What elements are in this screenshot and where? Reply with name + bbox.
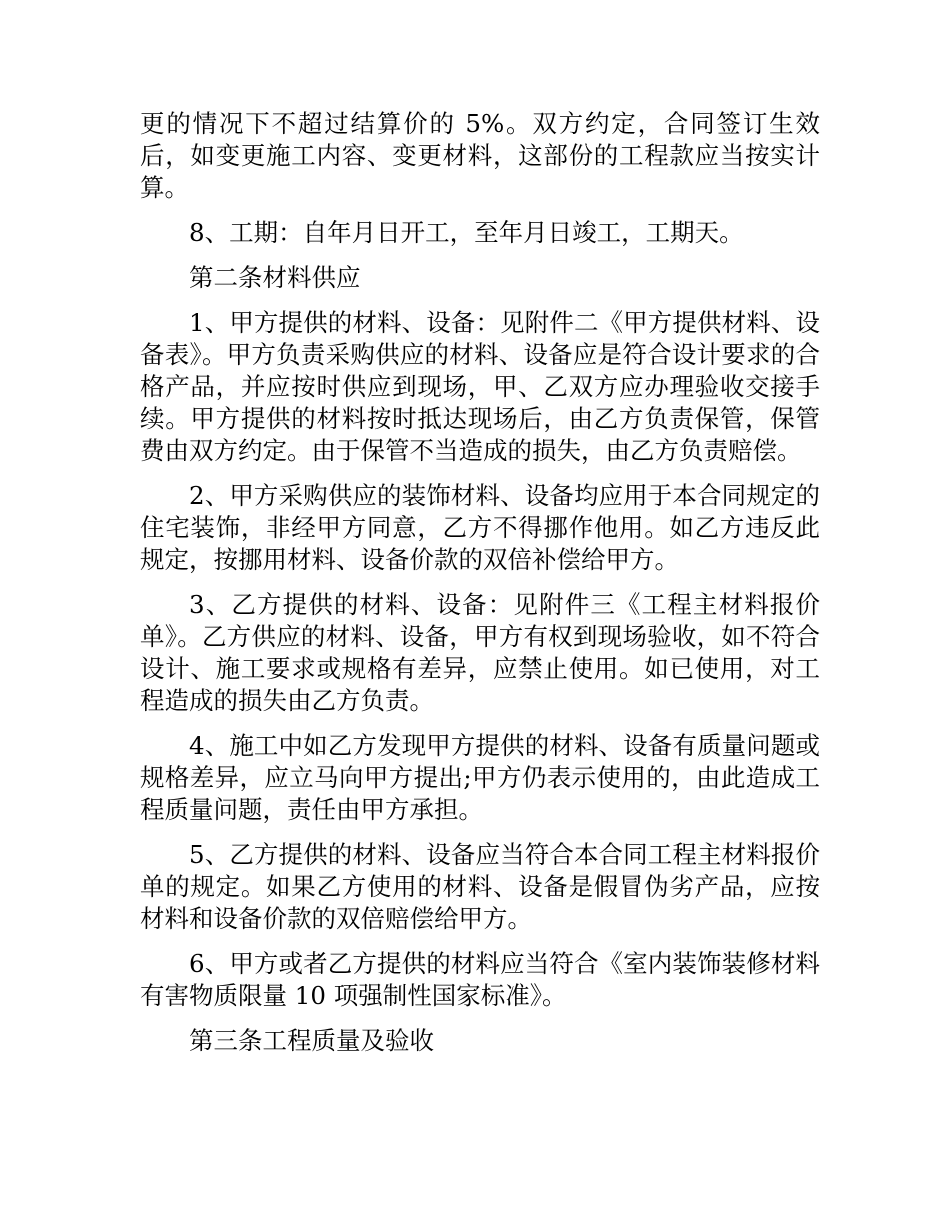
- paragraph-construction-period: 8、工期：自年月日开工，至年月日竣工，工期天。: [189, 218, 744, 247]
- document-page: [140, 108, 820, 1070]
- paragraph-item-2: 2、甲方采购供应的装饰材料、设备均应用于本合同规定的住宅装饰，非经甲方同意，乙方不得挪作他用。如乙方违反此规定，按挪用材料、设备价款的双倍补偿给甲方。: [140, 481, 820, 574]
- paragraph-item-5: 5、乙方提供的材料、设备应当符合本合同工程主材料报价单的规定。如果乙方使用的材料、设备是假冒伪劣产品，应按材料和设备价款的双倍赔偿给甲方。: [140, 840, 820, 933]
- paragraph-item-1: 1、甲方提供的材料、设备：见附件二《甲方提供材料、设备表》。甲方负责采购供应的材料、设备应是符合设计要求的合格产品，并应按时供应到现场，甲、乙双方应办理验收交接手续。甲方提供的材料按时抵达现场后，由乙方负责保管，保管费由双方约定。由于保管不当造成的损失，由乙方负责赔偿。: [140, 308, 820, 465]
- section-heading-materials-supply: 第二条材料供应: [189, 263, 361, 292]
- paragraph-continued: 更的情况下不超过结算价的 5%。双方约定，合同签订生效后，如变更施工内容、变更材料，这部份的工程款应当按实计算。: [140, 109, 820, 202]
- paragraph-item-4: 4、施工中如乙方发现甲方提供的材料、设备有质量问题或规格差异，应立马向甲方提出;甲方仍表示使用的，由此造成工程质量问题，责任由甲方承担。: [140, 731, 820, 824]
- paragraph-item-6: 6、甲方或者乙方提供的材料应当符合《室内装饰装修材料有害物质限量 10 项强制性国家标准》。: [140, 949, 820, 1010]
- paragraph-item-3: 3、乙方提供的材料、设备：见附件三《工程主材料报价单》。乙方供应的材料、设备，甲方有权到现场验收，如不符合设计、施工要求或规格有差异，应禁止使用。如已使用，对工程造成的损失由乙方负责。: [140, 590, 820, 715]
- section-heading-quality-acceptance: 第三条工程质量及验收: [189, 1026, 434, 1055]
